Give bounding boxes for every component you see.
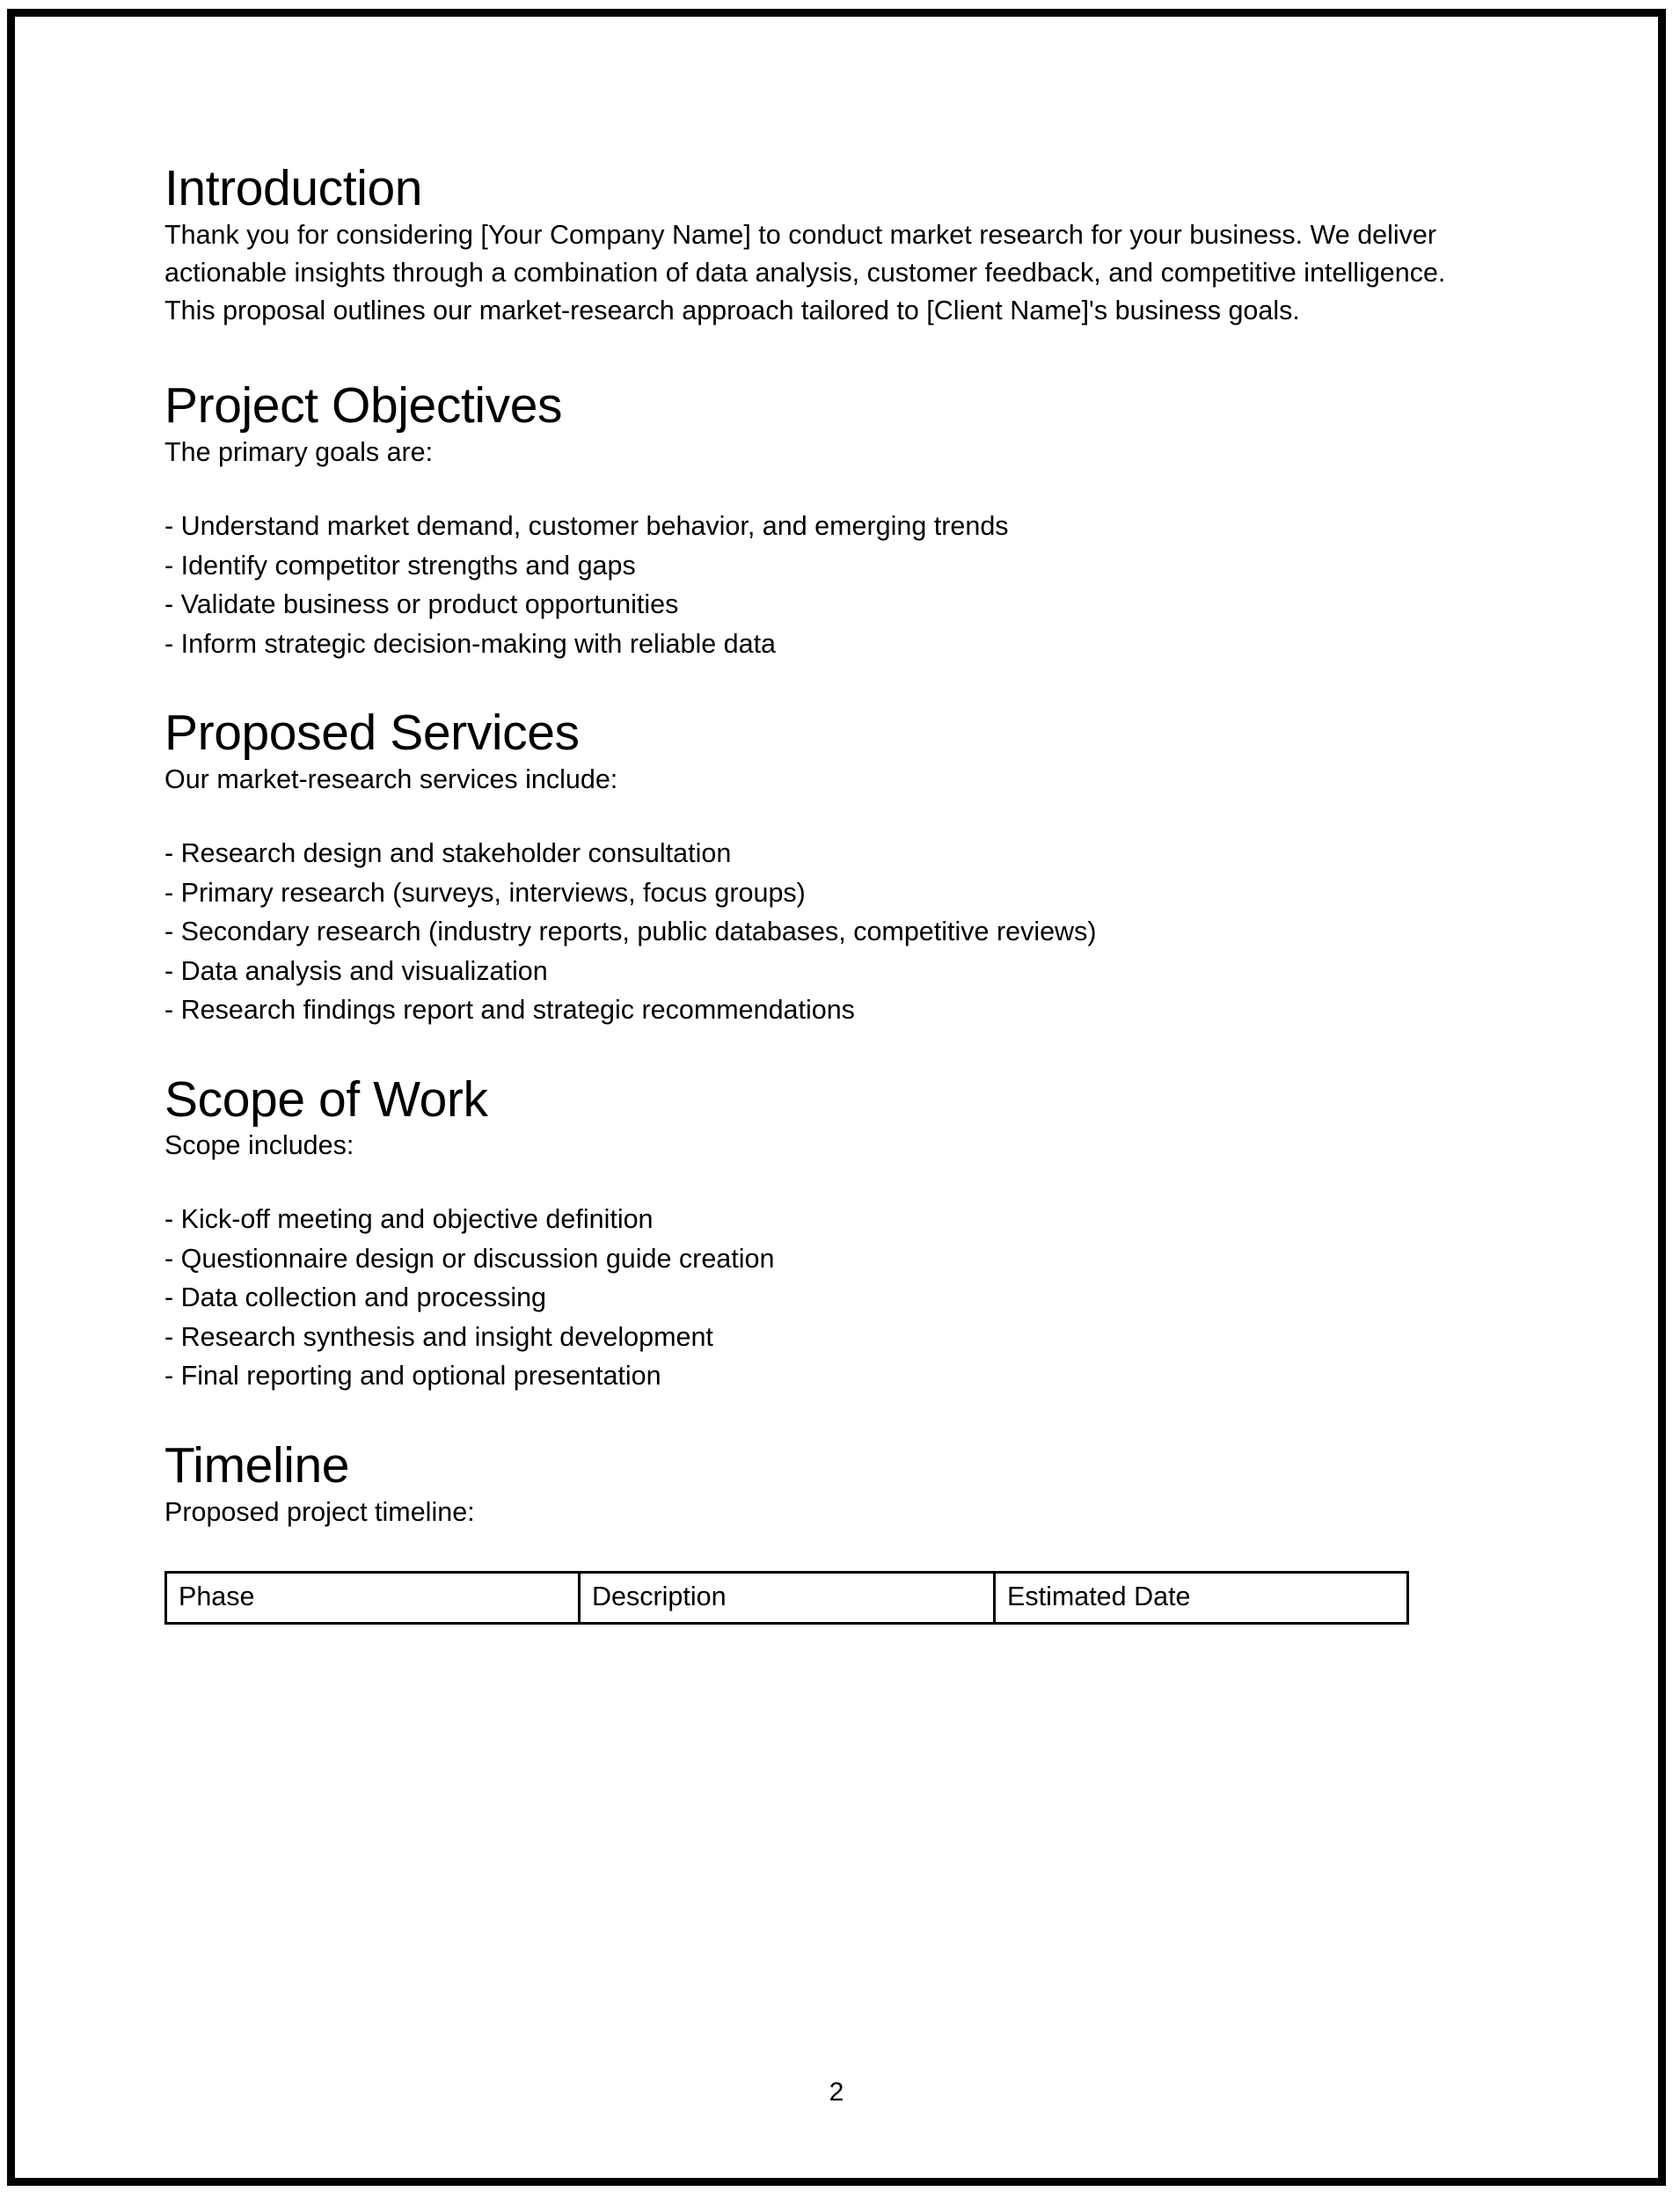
section-project-objectives [164, 379, 1523, 657]
list-item: - Data collection and processing [164, 1282, 547, 1313]
timeline-table-wrapper [164, 1571, 1523, 1625]
project-objectives-lead-in: The primary goals are: [164, 436, 434, 467]
page-content [164, 162, 1523, 1625]
list-item: - Validate business or product opportunities [164, 589, 679, 620]
list-item: - Research design and stakeholder consultation [164, 838, 732, 869]
page-number-footer: 2 [829, 2078, 844, 2107]
heading-timeline: Timeline [164, 1436, 350, 1494]
list-item: - Kick-off meeting and objective definition [164, 1204, 654, 1235]
column-header-estimated-date: Estimated Date [995, 1572, 1408, 1623]
section-scope-of-work [164, 1070, 1523, 1392]
section-introduction [164, 162, 1523, 330]
timeline-table [164, 1571, 1409, 1625]
heading-scope-of-work: Scope of Work [164, 1070, 488, 1128]
project-objectives-list [164, 513, 1523, 657]
heading-proposed-services: Proposed Services [164, 705, 580, 762]
list-item: - Primary research (surveys, interviews, focus groups) [164, 877, 806, 908]
list-item: - Secondary research (industry reports, public databases, competitive reviews) [164, 917, 1097, 947]
list-item: - Final reporting and optional presentation [164, 1361, 661, 1392]
proposed-services-lead-in: Our market-research services include: [164, 763, 618, 794]
heading-introduction: Introduction [164, 160, 423, 216]
scope-of-work-lead-in: Scope includes: [164, 1130, 354, 1161]
list-item: - Data analysis and visualization [164, 955, 548, 986]
list-item: - Inform strategic decision-making with reliable data [164, 628, 777, 659]
timeline-lead-in: Proposed project timeline: [164, 1496, 475, 1527]
table-header-row [166, 1572, 1408, 1623]
list-item: - Questionnaire design or discussion guide creation [164, 1243, 775, 1274]
section-proposed-services [164, 705, 1523, 1026]
heading-project-objectives: Project Objectives [164, 377, 563, 435]
introduction-paragraph-2: This proposal outlines our market-research approach tailored to [Client Name]'s business goals. [164, 296, 1300, 326]
column-header-description: Description [580, 1572, 995, 1623]
proposed-services-list [164, 840, 1523, 1024]
list-item: - Understand market demand, customer behavior, and emerging trends [164, 511, 1009, 542]
list-item: - Identify competitor strengths and gaps [164, 550, 636, 581]
introduction-paragraph-1: Thank you for considering [Your Company Name] to conduct market research for your business. We deliver actionable insights through a combination of data analysis, customer feedback, and competitive intelligence. [164, 219, 1446, 288]
column-header-phase: Phase [166, 1572, 580, 1623]
list-item: - Research findings report and strategic recommendations [164, 995, 855, 1026]
scope-of-work-list [164, 1206, 1523, 1390]
section-timeline [164, 1436, 1523, 1625]
document-page [7, 9, 1666, 2186]
list-item: - Research synthesis and insight development [164, 1321, 713, 1352]
